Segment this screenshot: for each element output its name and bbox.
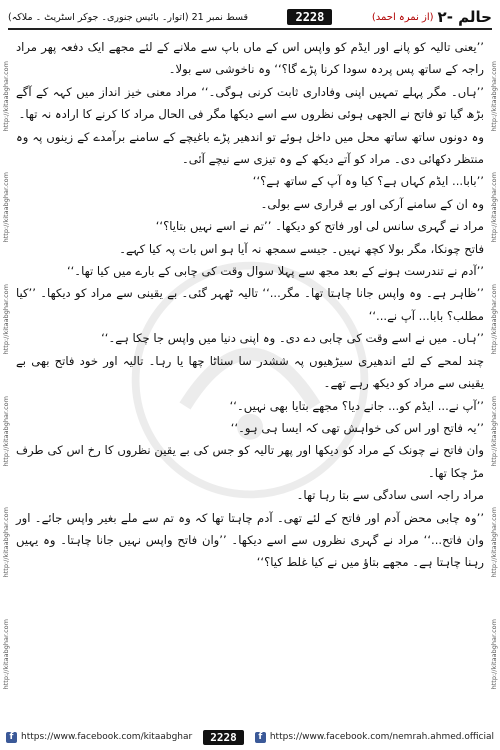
paragraph: وان فاتح نے چونک کے مراد کو دیکھا اور پھر تالیہ کو جس کی بے یقین نظروں کا رخ اس کی طرف مڑ چکا تھا۔ (16, 443, 484, 480)
paragraph: مراد نے گہری سانس لی اور فاتح کو دیکھا۔ ’’تم نے اسے نہیں بتایا؟‘‘ (155, 219, 484, 234)
episode-info: قسط نمبر 21 (اتوار۔ بائیس جنوری۔ جوکر اسٹریٹ ۔ ملاکہ) (8, 11, 248, 23)
paragraph: وہ ان کے سامنے آرکی اور بے قراری سے بولی۔ (260, 196, 484, 211)
side-watermark-text: http://kitaabghar.com (2, 395, 10, 466)
novel-title: حالم -۲ (437, 8, 492, 26)
side-watermark-text: http://kitaabghar.com (490, 395, 498, 466)
page-header (8, 6, 492, 30)
header-page-number: 2228 (287, 9, 332, 25)
paragraph: مراد راجہ اسی سادگی سے بتا رہا تھا۔ (296, 488, 484, 503)
paragraph: چند لمحے کے لئے اندھیری سیڑھیوں پہ ششدر سا سناٹا چھا یا رہا۔ تالیہ اور خود فاتح بھی بے یقینی سے مراد کو دیکھ رہے تھے۔ (16, 353, 484, 391)
footer-link-text: https://www.facebook.com/kitaabghar (21, 732, 193, 742)
side-watermark-text: http://kitaabghar.com (2, 283, 10, 355)
paragraph: ’’ہاں۔ مگر پہلے تمہیں اپنی وفاداری ثابت کرنی ہوگی۔‘‘ مراد معنی خیز انداز میں کہہ کے آگے بڑھ گیا تو فاتح نے الجھی ہوئی نظروں سے اسے دیکھا مگر فی الحال مراد کا کرنے کا ارادہ نہ تھا۔ (16, 84, 484, 122)
paragraph: ’’بابا... ایڈم کہاں ہے؟ کیا وہ آپ کے ساتھ ہے؟‘‘ (252, 174, 484, 189)
paragraph: وہ دونوں ساتھ ساتھ محل میں داخل ہوئے تو اندھیر پڑے باغیچے کے سامنے برآمدے کے زینوں پہ وہ منتظر دکھائی دی۔ مراد کو آتے دیکھ کے وہ تیزی سے نیچے آئی۔ (16, 129, 484, 167)
paragraph: فاتح چونکا، مگر بولا کچھ نہیں۔ جیسے سمجھ نہ آیا ہو اس بات پہ کیا کہے۔ (119, 241, 484, 256)
right-watermark-strip (489, 40, 499, 710)
side-watermark-text: http://kitaabghar.com (490, 618, 498, 690)
paragraph: ’’یعنی تالیہ کو پانے اور ایڈم کو واپس اس کے ماں باپ سے ملانے کے لئے مجھے ایک دفعہ پھر مراد راجہ کے ساتھ پس پردہ سودا کرنا پڑے گا؟‘‘ وہ ناخوشی سے بولا۔ (16, 40, 484, 77)
author-name: (از نمرہ احمد) (371, 11, 434, 23)
page-footer (6, 728, 494, 746)
facebook-link-kitaabghar[interactable] (6, 732, 192, 743)
paragraph: ’’ظاہر ہے۔ وہ واپس جانا چاہتا تھا۔ مگر...‘‘ تالیہ ٹھہر گئی۔ بے یقینی سے مراد کو دیکھا۔ ’’کیا مطلب؟ بابا... آپ نے...‘‘ (16, 286, 484, 323)
paragraph: ’’وہ چابی محض آدم اور فاتح کے لئے تھی۔ آدم چاہتا تھا کہ وہ تم سے ملے بغیر واپس جائے۔ اور وان فاتح...‘‘ مراد نے گہری نظروں سے اسے دیکھا۔ ’’وان فاتح واپس نہیں جانا چاہتا۔ وہ یہیں رہنا چاہتا ہے۔ مجھے بتاؤ میں نے کیا غلط کیا؟‘‘ (16, 510, 484, 570)
footer-link-text: https://www.facebook.com/nemrah.ahmed.official (269, 732, 494, 742)
side-watermark-text: http://kitaabghar.com (2, 172, 10, 243)
side-watermark-text: http://kitaabghar.com (2, 507, 10, 578)
facebook-icon: f (255, 732, 266, 743)
facebook-icon: f (6, 732, 17, 743)
title-block (372, 8, 492, 26)
side-watermark-text: http://kitaabghar.com (490, 60, 498, 132)
paragraph: ’’یہ فاتح اور اس کی خواہش تھی کہ ایسا ہی ہو۔‘‘ (230, 420, 484, 435)
paragraph: ’’ہاں۔ میں نے اسے وقت کی چابی دے دی۔ وہ اپنی دنیا میں واپس جا چکا ہے۔‘‘ (101, 331, 484, 346)
paragraph: ’’آدم نے تندرست ہونے کے بعد مجھ سے پہلا سوال وقت کی چابی کے بارے میں کیا تھا۔‘‘ (66, 264, 484, 279)
side-watermark-text: http://kitaabghar.com (2, 618, 10, 690)
left-watermark-strip (1, 40, 11, 710)
facebook-link-nemrah[interactable] (255, 732, 494, 743)
side-watermark-text: http://kitaabghar.com (490, 283, 498, 355)
side-watermark-text: http://kitaabghar.com (2, 60, 10, 132)
side-watermark-text: http://kitaabghar.com (490, 507, 498, 578)
footer-page-number: 2228 (203, 730, 244, 745)
story-text (16, 36, 484, 574)
side-watermark-text: http://kitaabghar.com (490, 172, 498, 243)
paragraph: ’’آپ نے... ایڈم کو... جانے دیا؟ مجھے بتایا بھی نہیں۔‘‘ (229, 398, 484, 413)
